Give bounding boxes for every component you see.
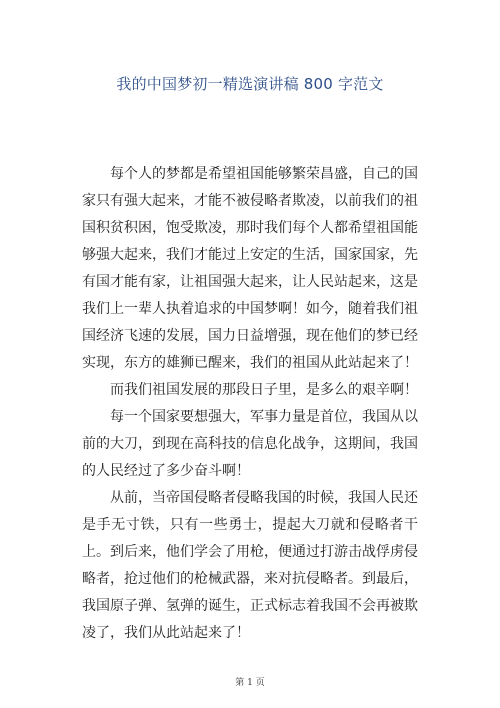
- document-body: [82, 161, 418, 647]
- paragraph: 而我们祖国发展的那段日子里，是多么的艰辛啊！: [110, 382, 418, 398]
- paragraph: 每个人的梦都是希望祖国能够繁荣昌盛，自己的国家只有强大起来，才能不被侵略者欺凌，以前我们的祖国积贫积困，饱受欺凌，那时我们每个人都希望祖国能够强大起来，我们才能过上安定的生活，国家国家，先有国才能有家，让祖国强大起来，让人民站起来，这是我们上一辈人执着追求的中国梦啊！如今，随着我们祖国经济飞速的发展，国力日益增强，现在他们的梦已经实现，东方的雄狮已醒来，我们的祖国从此站起来了！: [82, 166, 418, 371]
- document-title: 我的中国梦初一精选演讲稿 800 字范文: [116, 75, 384, 93]
- page-number: 第 1 页: [235, 678, 265, 688]
- paragraph: 从前，当帝国侵略者侵略我国的时候，我国人民还是手无寸铁，只有一些勇士，提起大刀就和侵略者干上。到后来，他们学会了用枪，便通过打游击战俘虏侵略者，抢过他们的枪械武器，来对抗侵略者。到最后，我国原子弹、氢弹的诞生，正式标志着我国不会再被欺凌了，我们从此站起来了！: [82, 490, 418, 641]
- paragraph: 每一个国家要想强大，军事力量是首位，我国从以前的大刀，到现在高科技的信息化战争，这期间，我国的人民经过了多少奋斗啊！: [82, 409, 418, 479]
